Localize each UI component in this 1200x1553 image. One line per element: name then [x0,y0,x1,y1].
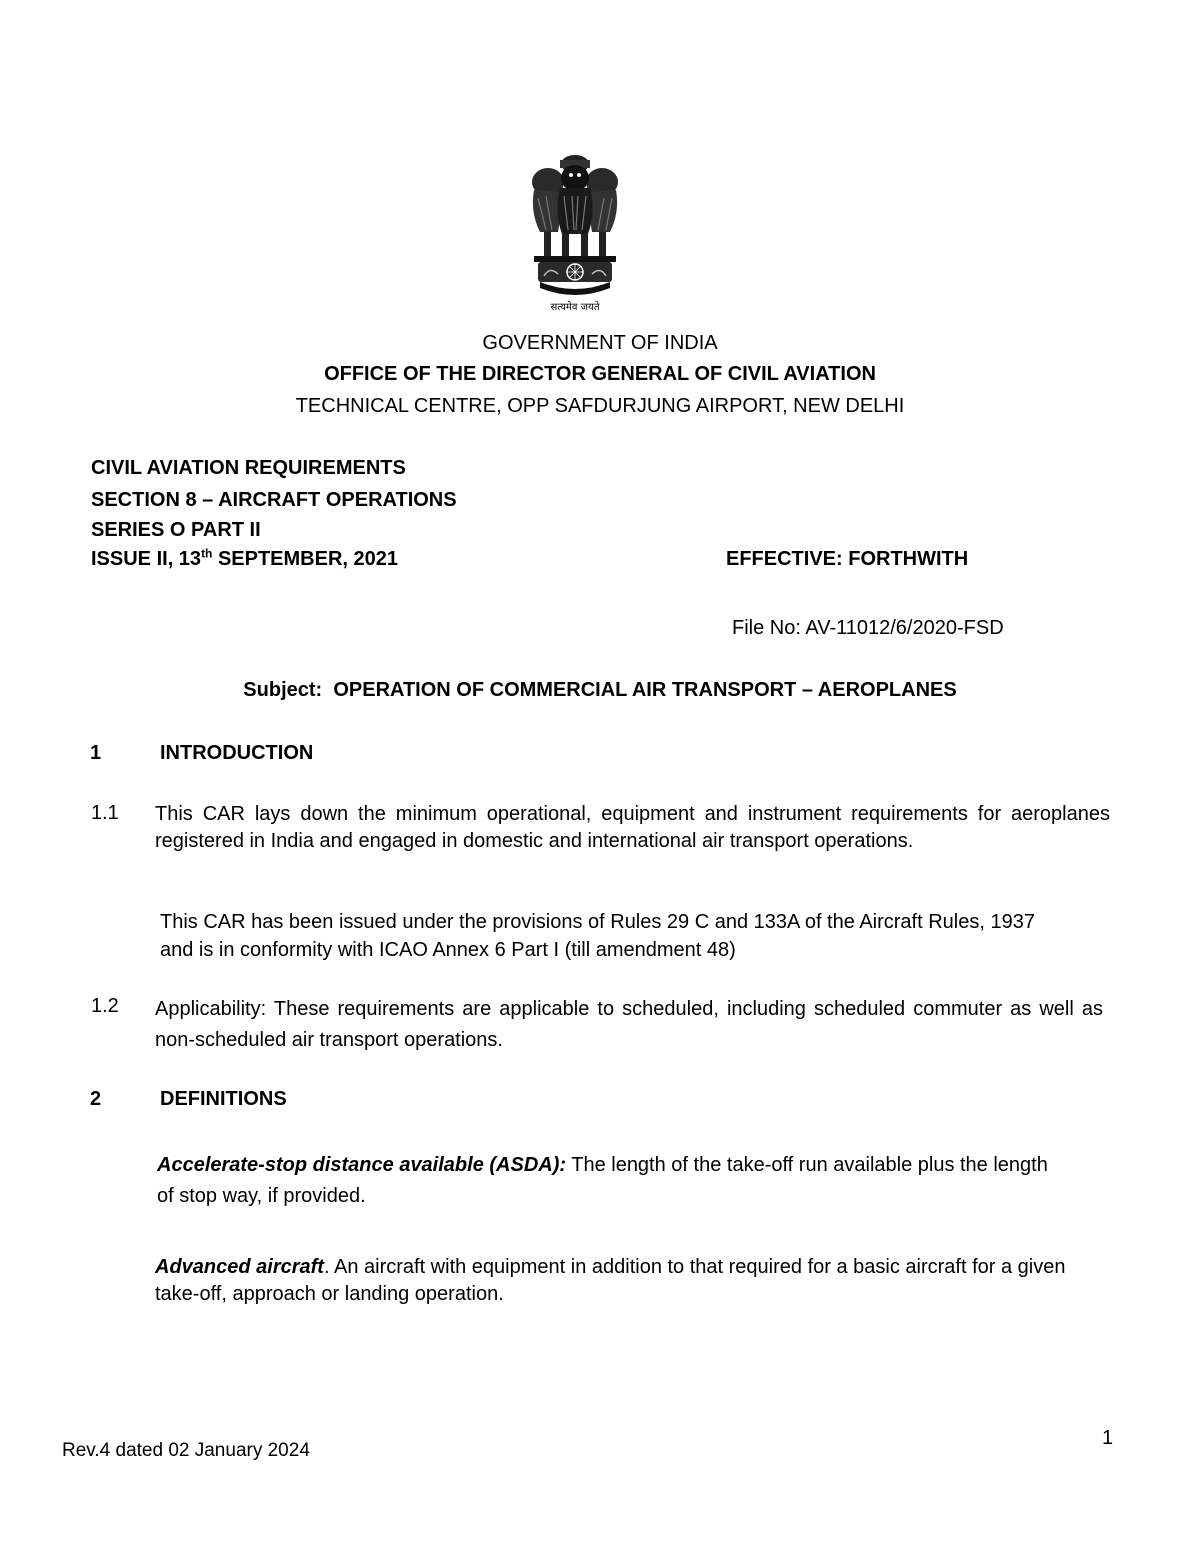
page-number: 1 [1102,1427,1114,1449]
definition-asda-text: The length of the take-off run available plus the length of stop way, if provided. [157,1154,1048,1207]
para-1-1-authority: This CAR has been issued under the provisions of Rules 29 C and 133A of the Aircraft Rules, 1937 and is in conformity with ICAO Annex 6 Part I (till amendment 48) [160,911,1035,961]
definition-advanced-aircraft [155,1254,1110,1308]
para-1-1-text: This CAR lays down the minimum operational, equipment and instrument requirements for aeroplanes registered in India and engaged in domestic and international air transport operations. [155,803,1110,852]
header-address: TECHNICAL CENTRE, OPP SAFDURJUNG AIRPORT, NEW DELHI [295,395,905,417]
car-title: CIVIL AVIATION REQUIREMENTS [91,457,406,479]
definition-asda [157,1150,1057,1212]
subject-label: Subject: [243,679,323,701]
definition-advanced-term: Advanced aircraft [155,1256,324,1278]
issue-suffix: SEPTEMBER, 2021 [212,548,399,570]
car-section: SECTION 8 – AIRCRAFT OPERATIONS [91,489,457,511]
para-1-2-text: Applicability: These requirements are applicable to scheduled, including scheduled commuter as well as non-scheduled air transport operations. [155,998,1103,1051]
para-1-2-number: 1.2 [91,995,119,1017]
effective-date: EFFECTIVE: FORTHWITH [726,548,969,570]
header-office: OFFICE OF THE DIRECTOR GENERAL OF CIVIL AVIATION [324,363,876,385]
definition-asda-term: Accelerate-stop distance available (ASDA): [157,1154,567,1176]
subject-text: OPERATION OF COMMERCIAL AIR TRANSPORT – AEROPLANES [333,679,957,701]
revision-note: Rev.4 dated 02 January 2024 [62,1440,310,1461]
section-1-number: 1 [90,742,102,764]
section-1-title: INTRODUCTION [160,742,314,764]
section-2-title: DEFINITIONS [160,1088,287,1110]
ashoka-emblem-icon [520,152,630,302]
definition-advanced-text: . An aircraft with equipment in addition to that required for a basic aircraft for a given take-off, approach or landing operation. [155,1256,1066,1305]
header-government: GOVERNMENT OF INDIA [482,332,718,354]
emblem-motto: सत्यमेव जयते [550,302,600,313]
file-number: File No: AV-11012/6/2020-FSD [732,617,1004,639]
section-2-number: 2 [90,1088,102,1110]
car-series: SERIES O PART II [91,519,261,541]
subject-line [0,678,1200,702]
para-1-1-number: 1.1 [91,802,119,824]
car-issue [91,547,398,571]
issue-prefix: ISSUE II, 13 [91,548,202,570]
issue-sup: th [201,546,213,561]
ashoka-emblem [520,152,630,320]
